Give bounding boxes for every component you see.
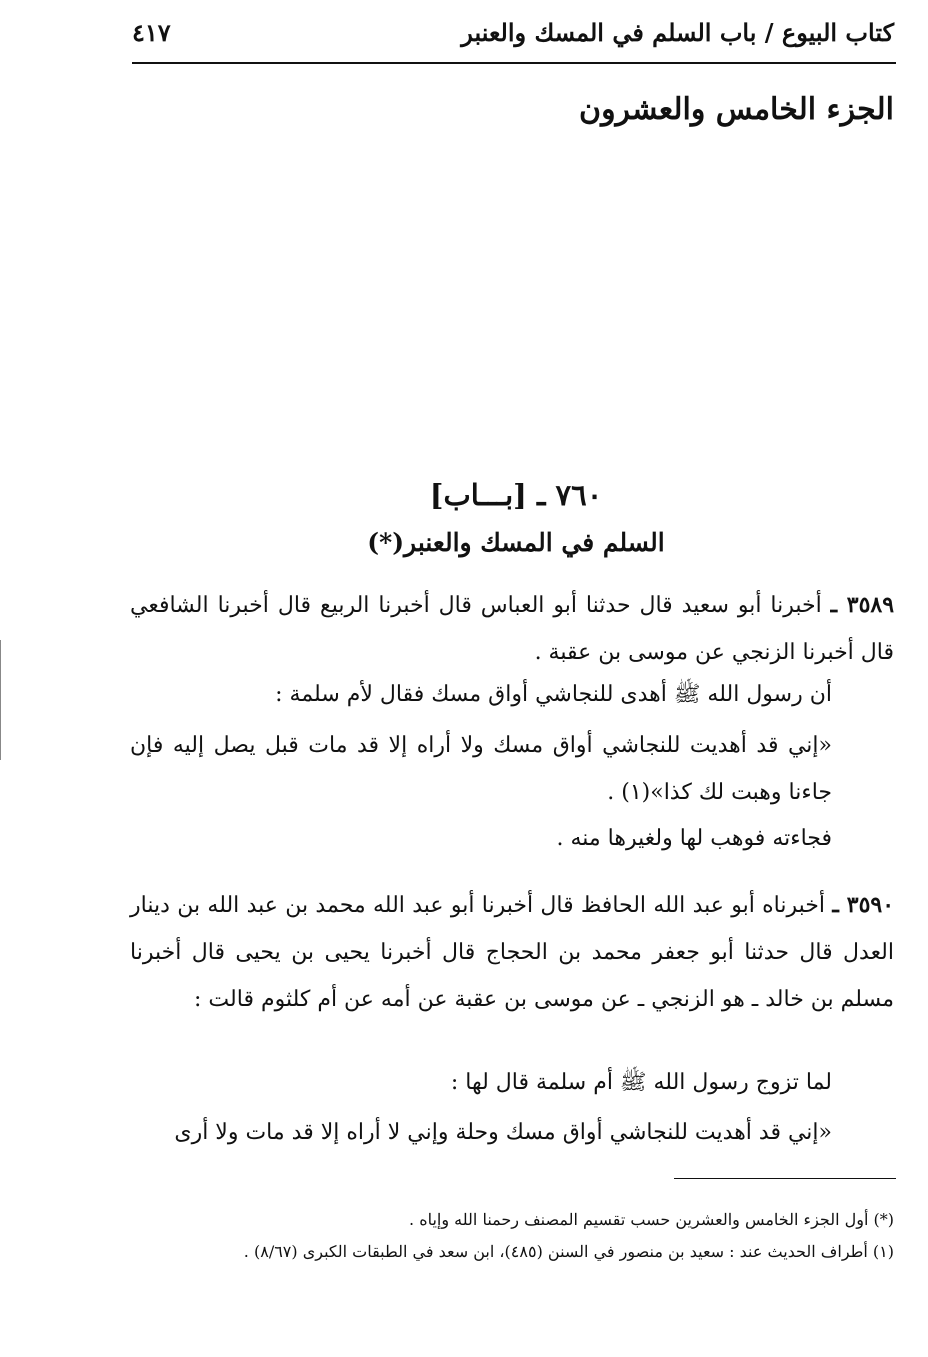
footnote: (١) أطراف الحديث عند : سعيد بن منصور في السنن (٤٨٥)، ابن سعد في الطبقات الكبرى (٨/٦٧) . [243, 1242, 894, 1261]
footnote-rule [674, 1178, 896, 1179]
scan-edge-mark [0, 640, 1, 760]
hadith-number: ٣٥٩٠ ـ [832, 892, 895, 918]
header-rule [132, 62, 896, 64]
hadith-3590-line: لما تزوج رسول الله ﷺ أم سلمة قال لها : [450, 1070, 832, 1095]
chapter-subtitle: السلم في المسك والعنبر(*) [367, 528, 665, 557]
page-number: ٤١٧ [132, 18, 171, 47]
hadith-3590-isnad [130, 882, 894, 1023]
running-head: كتاب البيوع / باب السلم في المسك والعنبر [461, 18, 894, 47]
hadith-3590-line: «إني قد أهديت للنجاشي أواق مسك وحلة وإني لا أراه إلا قد مات ولا أرى [174, 1120, 832, 1145]
hadith-number: ٣٥٨٩ ـ [830, 592, 895, 618]
hadith-isnad-text: أخبرناه أبو عبد الله الحافظ قال أخبرنا أبو عبد الله محمد بن عبد الله بن دينار العدل قال حدثنا أبو جعفر محمد بن الحجاج قال أخبرنا يحيى بن يحيى قال أخبرنا مسلم بن خالد ـ هو الزنجي ـ عن موسى بن عقبة عن أمه عن أم كلثوم قالت : [130, 893, 894, 1012]
hadith-isnad-text: أخبرنا أبو سعيد قال حدثنا أبو العباس قال أخبرنا الربيع قال أخبرنا الشافعي قال أخبرنا الزنجي عن موسى بن عقبة . [130, 593, 894, 665]
footnote: (*) أول الجزء الخامس والعشرين حسب تقسيم المصنف رحمنا الله وإياه . [409, 1210, 894, 1229]
hadith-3589-line: أن رسول الله ﷺ أهدى للنجاشي أواق مسك فقال لأم سلمة : [275, 682, 832, 707]
chapter-number: ٧٦٠ ـ [بـــاب] [429, 478, 603, 512]
hadith-3589-isnad [130, 582, 894, 676]
hadith-3589-line: فجاءته فوهب لها ولغيرها منه . [556, 826, 832, 851]
part-title: الجزء الخامس والعشرون [579, 92, 894, 127]
hadith-3589-quote: «إني قد أهديت للنجاشي أواق مسك ولا أراه إلا قد مات قبل يصل إليه فإن جاءنا وهبت لك كذا»(١) . [130, 733, 832, 805]
